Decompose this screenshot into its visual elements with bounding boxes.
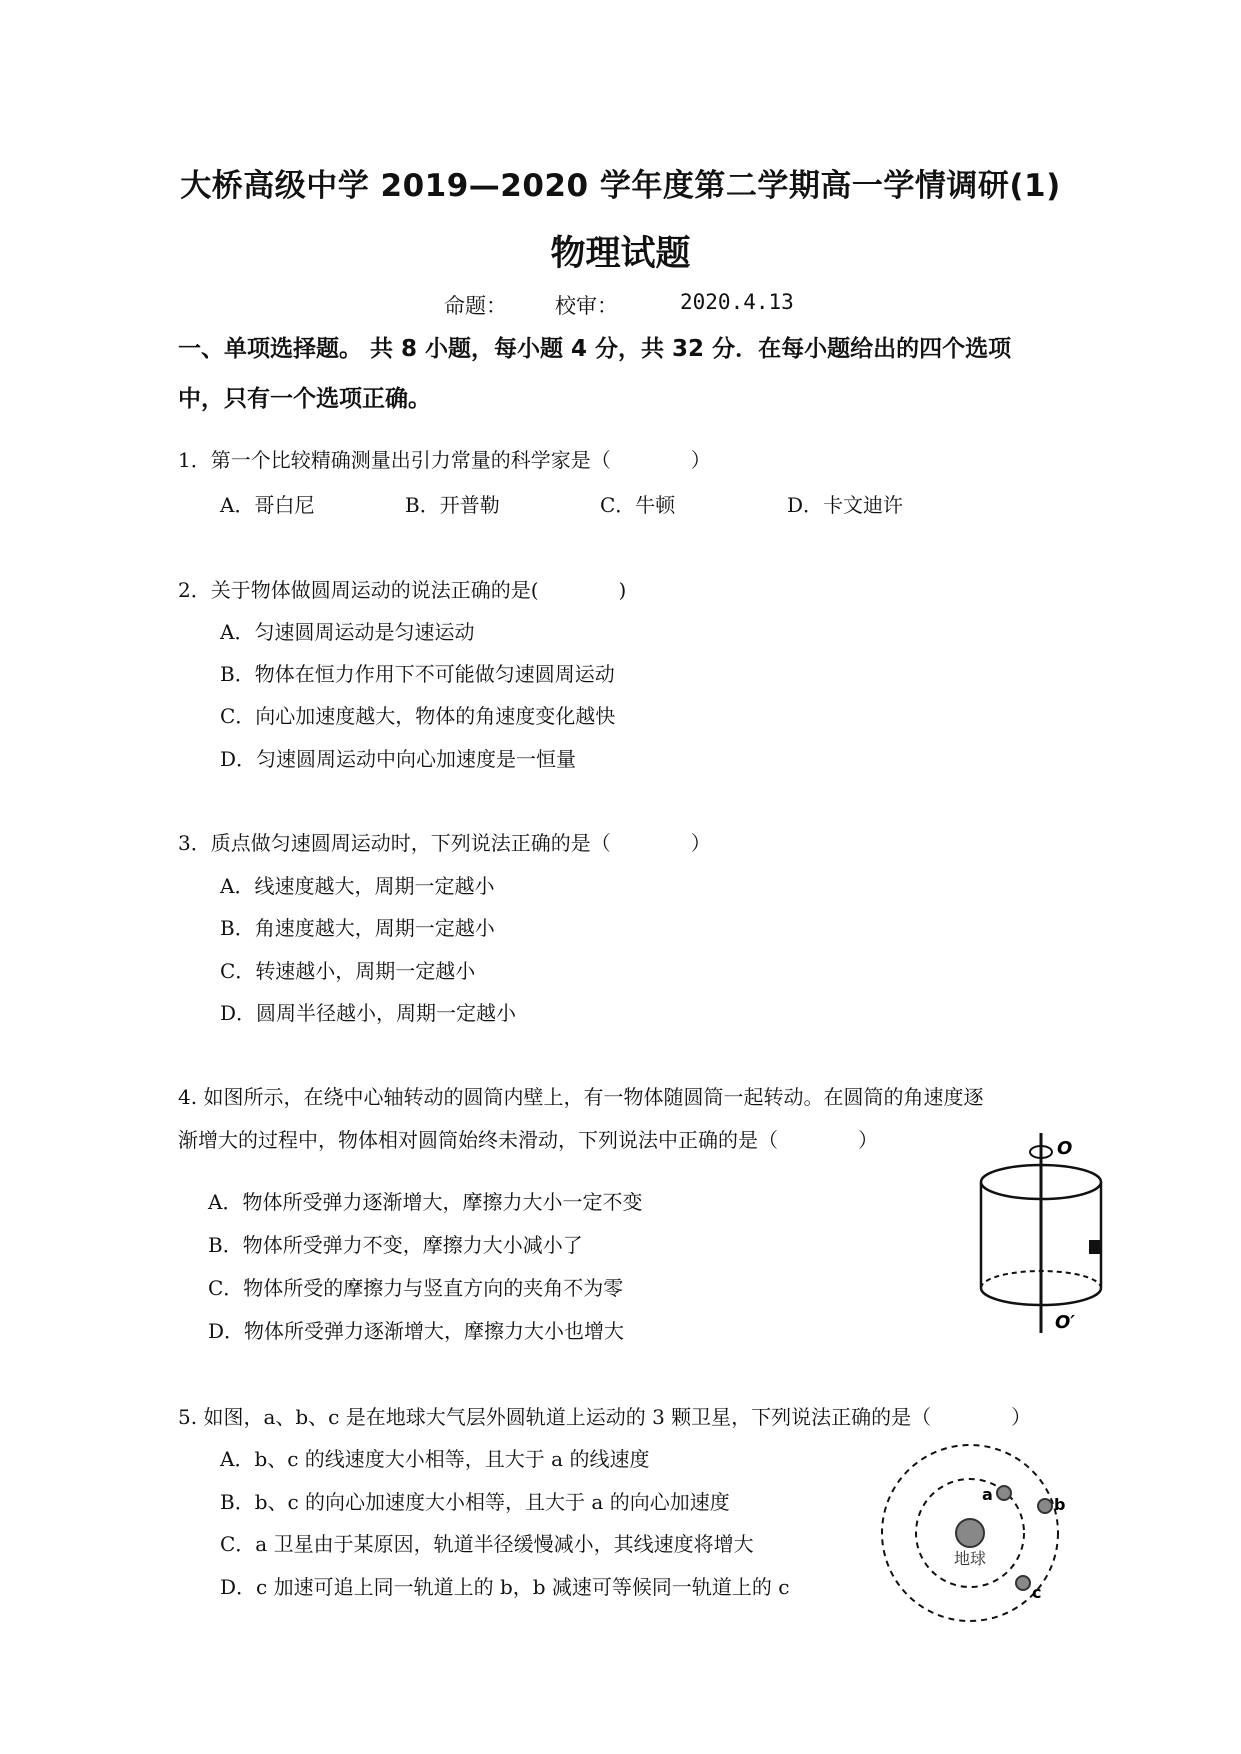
author-label: 命题：: [444, 294, 507, 318]
question-4-option-c: C．物体所受的摩擦力与竖直方向的夹角不为零: [208, 1276, 624, 1300]
reviewer-label: 校审：: [555, 294, 618, 318]
satellite-c-icon: [1016, 1576, 1030, 1590]
question-4-option-a: A．物体所受弹力逐渐增大，摩擦力大小一定不变: [208, 1190, 643, 1214]
satellite-orbit-figure: [880, 1438, 1080, 1638]
question-4-option-d: D．物体所受弹力逐渐增大，摩擦力大小也增大: [208, 1319, 625, 1343]
question-3-option-c: C．转速越小，周期一定越小: [220, 959, 476, 983]
question-1-option-c: C．牛顿: [600, 493, 676, 517]
question-5-option-b: B．b、c 的向心加速度大小相等，且大于 a 的向心加速度: [220, 1490, 730, 1514]
earth-label: 地球: [954, 1549, 987, 1568]
satellite-b-label: b: [1054, 1495, 1066, 1514]
exam-title: 大桥高级中学 2019—2020 学年度第二学期高一学情调研(1): [180, 168, 1061, 204]
question-4-stem-line2: 渐增大的过程中，物体相对圆筒始终未滑动，下列说法中正确的是（ ）: [178, 1128, 878, 1152]
earth-icon: [956, 1519, 984, 1547]
question-3-option-d: D．圆周半径越小，周期一定越小: [220, 1001, 517, 1025]
question-5-stem: 5. 如图，a、b、c 是在地球大气层外圆轨道上运动的 3 颗卫星，下列说法正确的是（ ）: [178, 1405, 1032, 1429]
satellite-c-label: c: [1032, 1583, 1042, 1602]
satellite-a-icon: [997, 1486, 1011, 1500]
question-4-option-b: B．物体所受弹力不变，摩擦力大小减小了: [208, 1233, 583, 1257]
exam-subtitle: 物理试题: [550, 234, 691, 274]
question-2-option-d: D．匀速圆周运动中向心加速度是一恒量: [220, 747, 577, 771]
question-4-stem-line1: 4. 如图所示，在绕中心轴转动的圆筒内壁上，有一物体随圆筒一起转动。在圆筒的角速度逐: [178, 1085, 984, 1109]
question-1-option-d: D．卡文迪许: [787, 493, 904, 517]
section-heading-line2: 中，只有一个选项正确。: [178, 386, 431, 412]
object-block: [1089, 1240, 1101, 1254]
question-5-option-a: A．b、c 的线速度大小相等，且大于 a 的线速度: [220, 1447, 650, 1471]
satellite-b-icon: [1038, 1499, 1052, 1513]
axis-label-top: O: [1057, 1138, 1073, 1159]
question-5-option-d: D．c 加速可追上同一轨道上的 b，b 减速可等候同一轨道上的 c: [220, 1575, 790, 1599]
question-2-option-a: A．匀速圆周运动是匀速运动: [220, 620, 475, 644]
axis-label-bottom: O′: [1055, 1312, 1076, 1333]
question-1-stem: 1．第一个比较精确测量出引力常量的科学家是（ ）: [178, 448, 711, 472]
question-3-option-b: B．角速度越大，周期一定越小: [220, 916, 495, 940]
question-1-option-b: B．开普勒: [405, 493, 500, 517]
section-heading-line1: 一、单项选择题。 共 8 小题，每小题 4 分，共 32 分．在每小题给出的四个选项: [178, 336, 1012, 362]
question-3-stem: 3．质点做匀速圆周运动时，下列说法正确的是（ ）: [178, 831, 711, 855]
rotating-cylinder-figure: [975, 1128, 1125, 1343]
question-2-stem: 2．关于物体做圆周运动的说法正确的是( ): [178, 578, 627, 602]
exam-date: 2020.4.13: [680, 290, 794, 314]
question-3-option-a: A．线速度越大，周期一定越小: [220, 874, 495, 898]
question-2-option-b: B．物体在恒力作用下不可能做匀速圆周运动: [220, 662, 615, 686]
satellite-a-label: a: [982, 1485, 993, 1504]
question-5-option-c: C．a 卫星由于某原因，轨道半径缓慢减小，其线速度将增大: [220, 1532, 754, 1556]
question-1-option-a: A．哥白尼: [220, 493, 315, 517]
question-2-option-c: C．向心加速度越大，物体的角速度变化越快: [220, 704, 616, 728]
